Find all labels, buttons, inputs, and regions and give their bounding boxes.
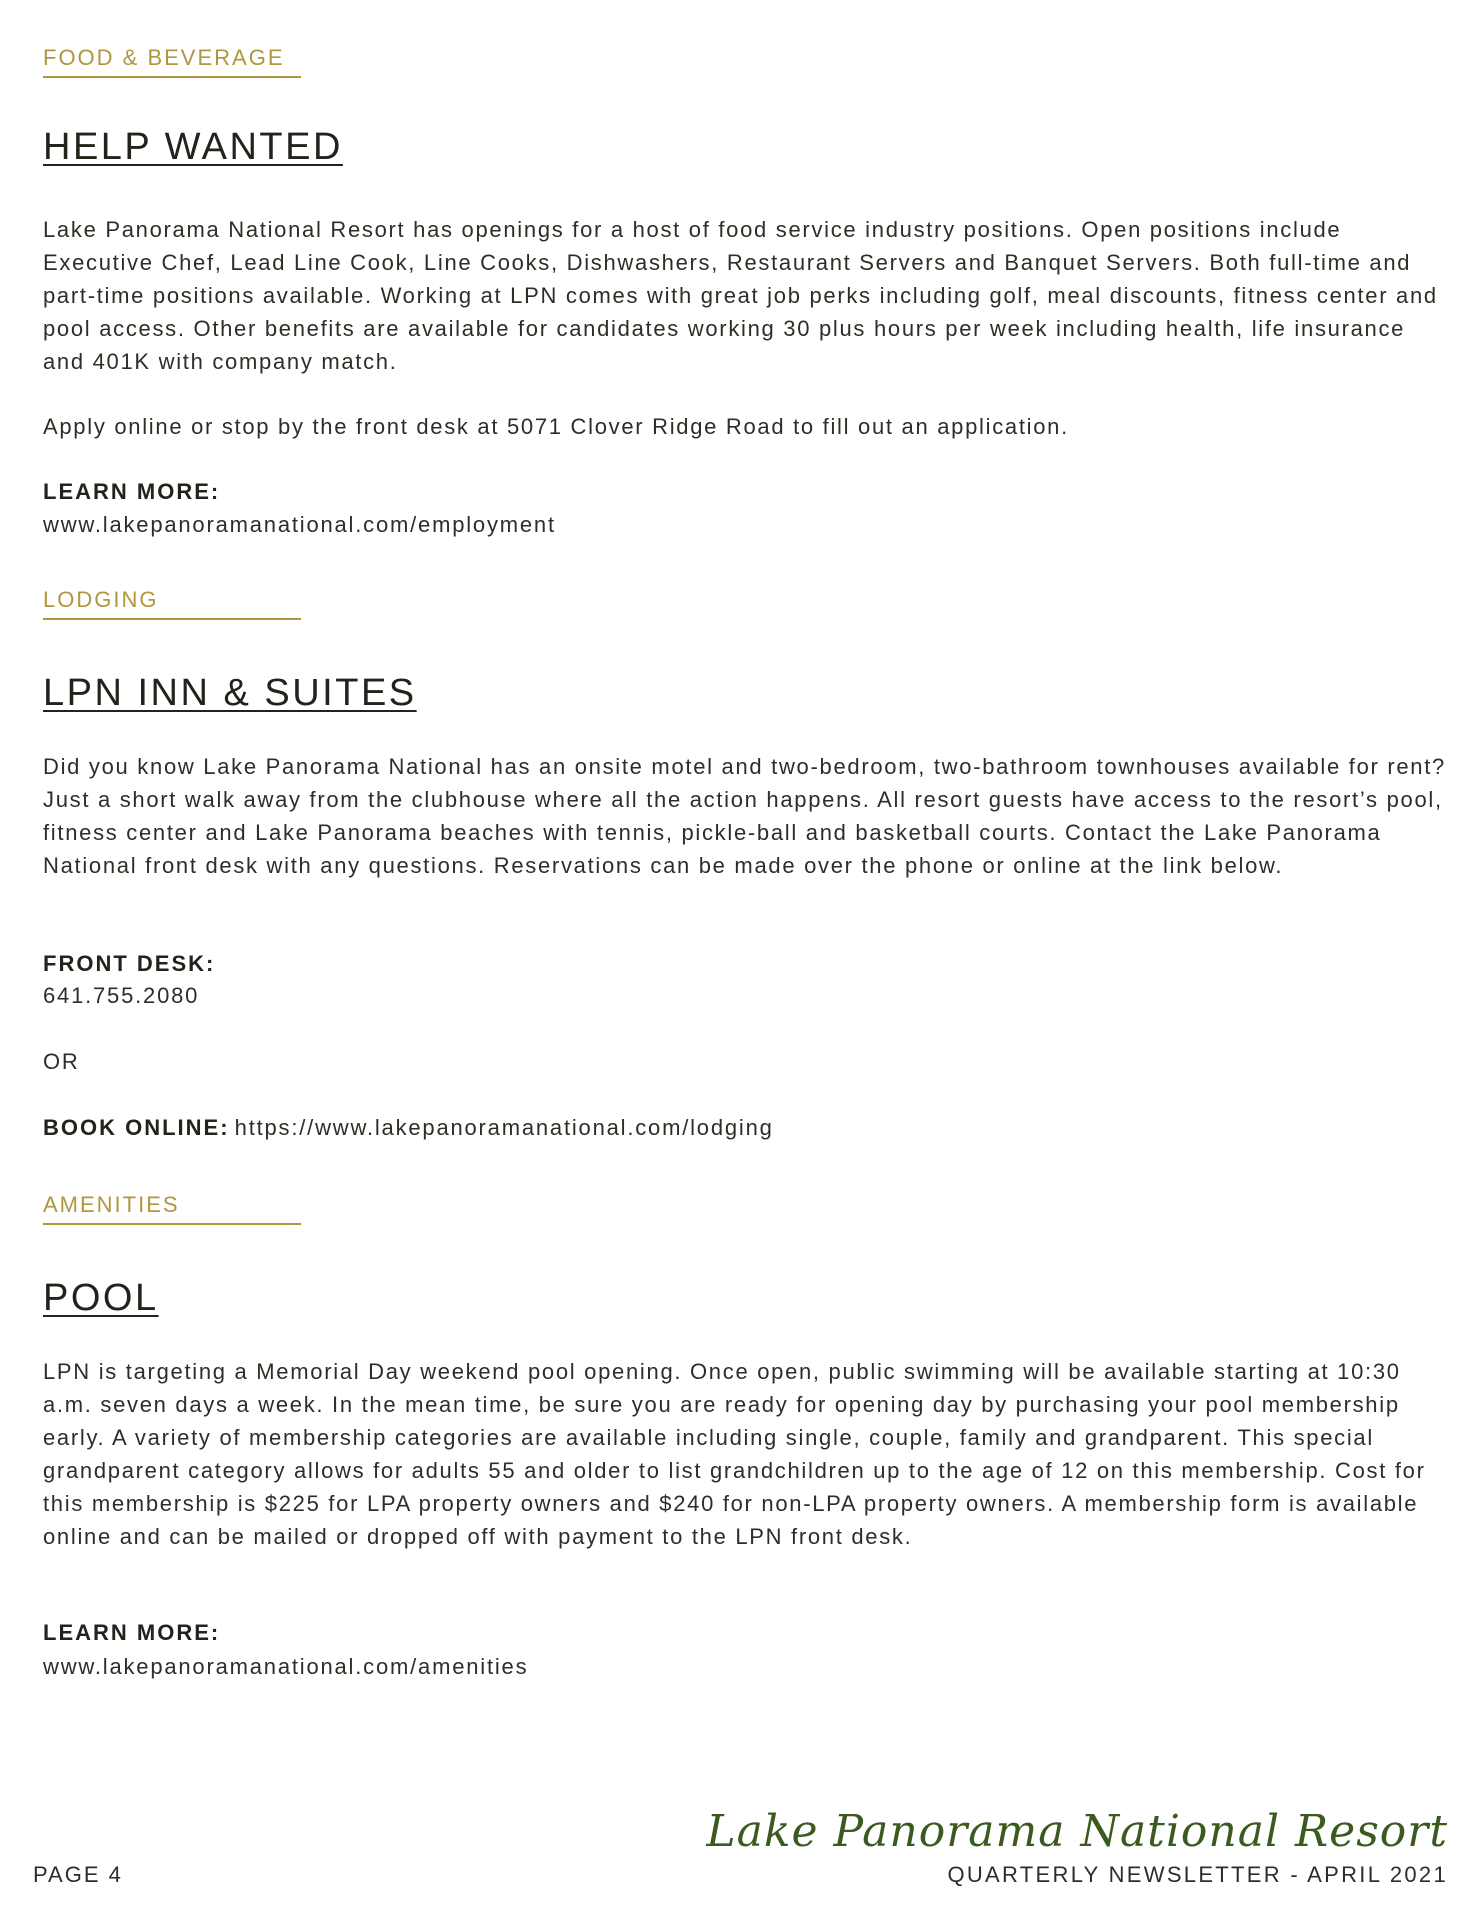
amenities-link[interactable]: www.lakepanoramanational.com/amenities [43,1654,529,1679]
section-heading: POOL [43,1277,159,1319]
section-category: FOOD & BEVERAGE [43,45,301,78]
category-amenities [43,1192,301,1225]
or-text: OR [43,1049,80,1074]
book-online-row [43,1115,774,1141]
paragraph: Apply online or stop by the front desk at 5071 Clover Ridge Road to fill out an application. [43,414,1069,439]
front-desk-phone[interactable]: 641.755.2080 [43,983,200,1008]
employment-link[interactable]: www.lakepanoramanational.com/employment [43,512,556,537]
front-desk-label: FRONT DESK: [43,951,216,976]
learn-more-label: LEARN MORE: [43,479,221,504]
help-wanted-apply [43,410,1453,443]
heading-lpn-inn-suites [43,672,417,715]
book-online-label: BOOK ONLINE: [43,1115,230,1140]
brand-logo-script: Lake Panorama National Resort [706,1806,1448,1857]
lodging-link[interactable]: https://www.lakepanoramanational.com/lodging [234,1115,774,1140]
help-wanted-body [43,213,1453,378]
heading-pool [43,1277,159,1320]
newsletter-title: QUARTERLY NEWSLETTER - APRIL 2021 [947,1862,1448,1887]
heading-help-wanted [43,126,343,169]
pool-body [43,1355,1453,1553]
category-food-beverage [43,45,301,78]
learn-more-label: LEARN MORE: [43,1620,221,1645]
category-lodging [43,587,301,620]
section-category: LODGING [43,587,301,620]
section-heading: LPN INN & SUITES [43,672,417,714]
paragraph: LPN is targeting a Memorial Day weekend pool opening. Once open, public swimming will be available starting at 10:30 a.m. seven days a week. In the mean time, be sure you are ready for opening day by purchasing your pool membership early. A variety of membership categories are available including single, couple, family and grandparent. This special grandparent category allows for adults 55 and older to list grandchildren up to the age of 12 on this membership. Cost for this membership is $225 for LPA property owners and $240 for non-LPA property owners. A membership form is available online and can be mailed or dropped off with payment to the LPN front desk. [43,1359,1426,1549]
paragraph: Did you know Lake Panorama National has an onsite motel and two-bedroom, two-bathroom townhouses available for rent? Just a short walk away from the clubhouse where all the action happens. All resort guests have access to the resort’s pool, fitness center and Lake Panorama beaches with tennis, pickle-ball and basketball courts. Contact the Lake Panorama National front desk with any questions. Reservations can be made over the phone or online at the link below. [43,754,1446,878]
page-number: PAGE 4 [33,1862,123,1887]
lodging-body [43,750,1453,882]
paragraph: Lake Panorama National Resort has openings for a host of food service industry positions. Open positions include Executive Chef, Lead Line Cook, Line Cooks, Dishwashers, Restaurant Servers and Banquet Servers. Both full-time and part-time positions available. Working at LPN comes with great job perks including golf, meal discounts, fitness center and pool access. Other benefits are available for candidates working 30 plus hours per week including health, life insurance and 401K with company match. [43,217,1438,374]
section-heading: HELP WANTED [43,126,343,168]
section-category: AMENITIES [43,1192,301,1225]
